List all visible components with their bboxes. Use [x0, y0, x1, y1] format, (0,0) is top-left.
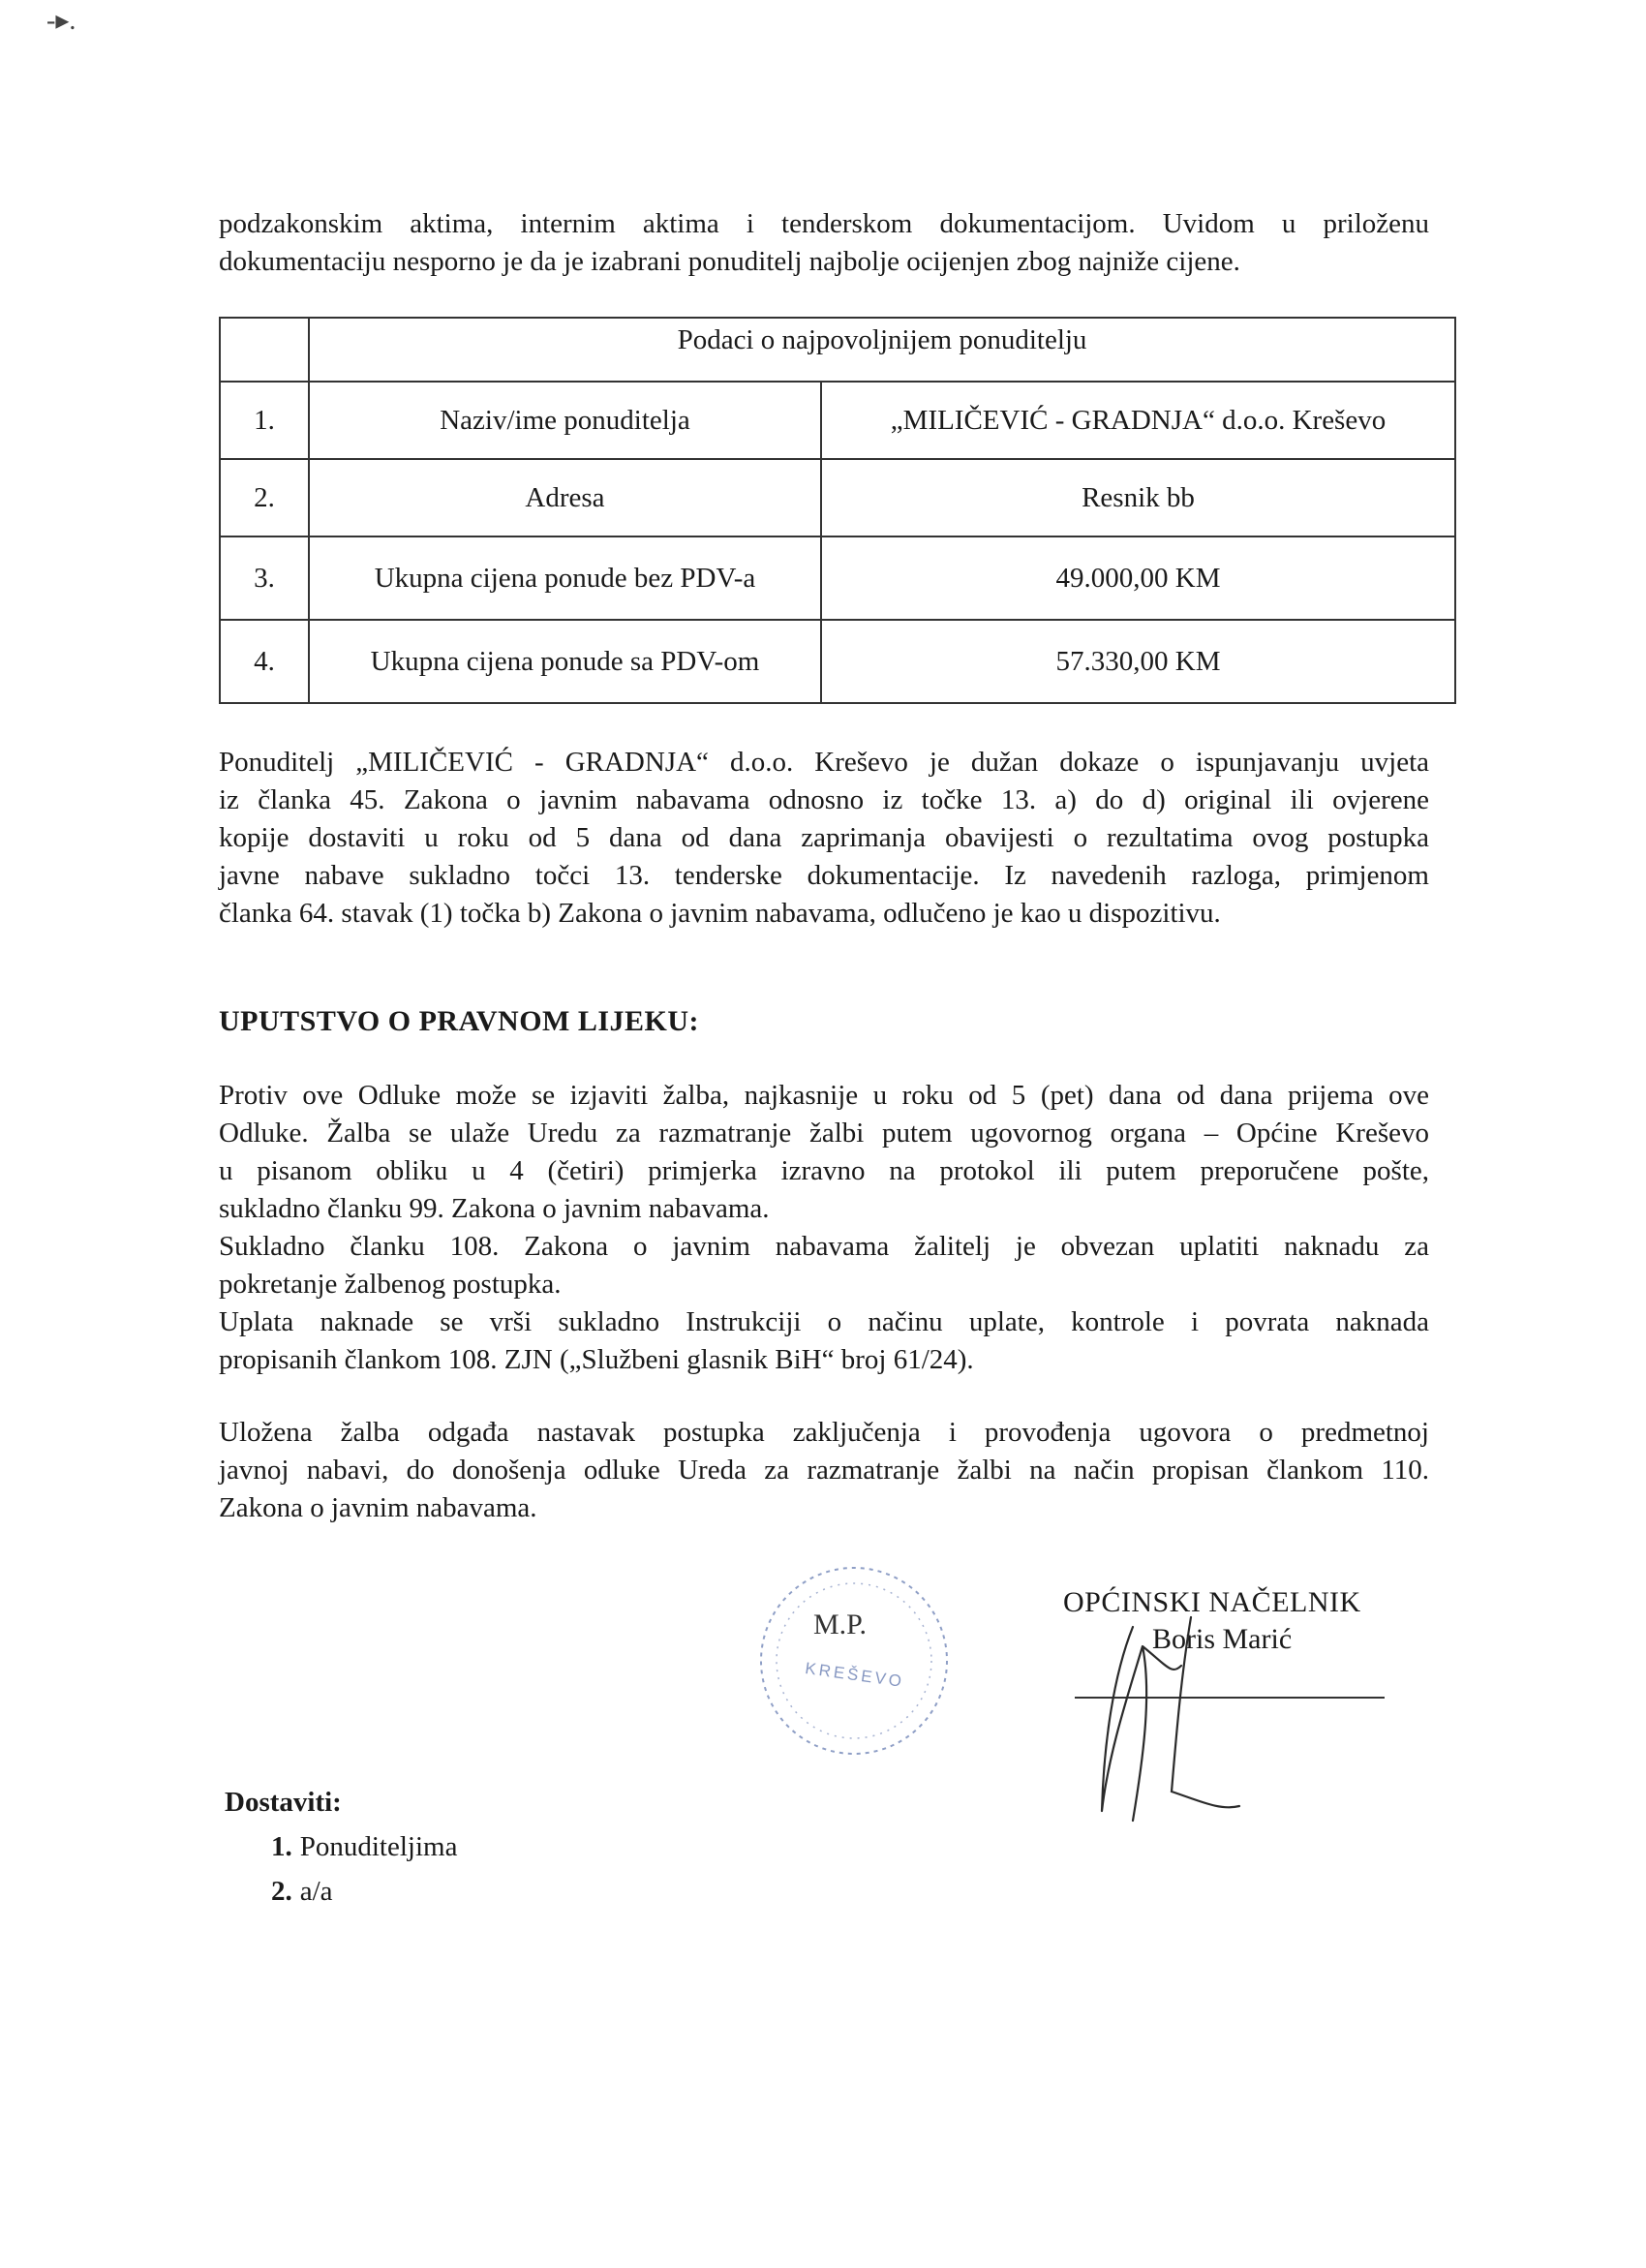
signatory-name: Boris Marić: [1152, 1623, 1293, 1655]
paragraph-line: kopije dostaviti u roku od 5 dana od dana zaprimanja obavijesti o rezultatima ovog postupka: [219, 822, 1429, 853]
row-label: Adresa: [309, 459, 821, 536]
list-item-text: Ponuditeljima: [299, 1831, 458, 1862]
stamp-mp-label: M.P.: [813, 1609, 868, 1640]
paragraph-line: Uložena žalba odgađa nastavak postupka zaključenja i provođenja ugovora o predmetnoj: [219, 1417, 1429, 1448]
paragraph-line: Zakona o javnim nabavama.: [219, 1492, 537, 1523]
appeal-effect-paragraph: [219, 1414, 1429, 1527]
paragraph-line: Odluke. Žalba se ulaže Uredu za razmatranje žalbi putem ugovornog organa – Općine Kreševo: [219, 1118, 1429, 1149]
row-value: 49.000,00 KM: [821, 536, 1455, 620]
row-value: 57.330,00 KM: [821, 620, 1455, 703]
paragraph-line: članka 64. stavak (1) točka b) Zakona o javnim nabavama, odlučeno je kao u dispozitivu.: [219, 898, 1221, 929]
table-header-empty-cell: [220, 318, 309, 382]
paragraph-line: Uplata naknade se vrši sukladno Instrukciji o načinu uplate, kontrole i povrata naknada: [219, 1306, 1429, 1337]
delivery-list: [225, 1787, 457, 1917]
list-item-number: 1.: [271, 1831, 292, 1862]
legal-remedy-paragraph: [219, 1077, 1429, 1379]
list-item-text: a/a: [299, 1876, 333, 1907]
delivery-title: Dostaviti:: [225, 1787, 342, 1818]
list-item: [271, 1828, 457, 1865]
row-number: 4.: [220, 620, 309, 703]
row-number: 3.: [220, 536, 309, 620]
list-item-number: 2.: [271, 1876, 292, 1907]
row-number: 1.: [220, 382, 309, 459]
signatory-title: OPĆINSKI NAČELNIK: [1063, 1586, 1361, 1618]
paragraph-line: iz članka 45. Zakona o javnim nabavama odnosno iz točke 13. a) do d) original ili ovjerene: [219, 784, 1429, 815]
paragraph-line: propisanih člankom 108. ZJN („Službeni glasnik BiH“ broj 61/24).: [219, 1344, 974, 1375]
intro-line: dokumentaciju nesporno je da je izabrani ponuditelj najbolje ocijenjen zbog najniže cijene.: [219, 246, 1240, 277]
table-header: Podaci o najpovoljnijem ponuditelju: [309, 318, 1455, 382]
table-row: [220, 536, 1455, 620]
row-value: „MILIČEVIĆ - GRADNJA“ d.o.o. Kreševo: [821, 382, 1455, 459]
paragraph-line: Ponuditelj „MILIČEVIĆ - GRADNJA“ d.o.o. Kreševo je dužan dokaze o ispunjavanju uvjeta: [219, 747, 1429, 778]
paragraph-line: javne nabave sukladno točci 13. tenderske dokumentacije. Iz navedenih razloga, primjenom: [219, 860, 1429, 891]
list-item: [271, 1873, 457, 1910]
table-row: [220, 459, 1455, 536]
row-label: Ukupna cijena ponude bez PDV-a: [309, 536, 821, 620]
stamp-town-label: KREŠEVO: [804, 1658, 906, 1692]
best-offer-table: [219, 317, 1456, 704]
bidder-obligation-paragraph: [219, 744, 1429, 933]
row-label: Naziv/ime ponuditelja: [309, 382, 821, 459]
paragraph-line: Protiv ove Odluke može se izjaviti žalba, najkasnije u roku od 5 (pet) dana od dana prijema ove: [219, 1080, 1429, 1111]
table-row: [220, 382, 1455, 459]
row-number: 2.: [220, 459, 309, 536]
paragraph-line: javnoj nabavi, do donošenja odluke Ureda za razmatranje žalbi na način propisan člankom 110.: [219, 1455, 1429, 1486]
intro-paragraph: [219, 205, 1429, 281]
paragraph-line: Sukladno članku 108. Zakona o javnim nabavama žalitelj je obvezan uplatiti naknadu za: [219, 1231, 1429, 1262]
row-value: Resnik bb: [821, 459, 1455, 536]
row-label: Ukupna cijena ponude sa PDV-om: [309, 620, 821, 703]
scan-corner-mark: -▸.: [46, 6, 76, 36]
official-stamp: [747, 1554, 960, 1767]
paragraph-line: u pisanom obliku u 4 (četiri) primjerka izravno na protokol ili putem preporučene pošte,: [219, 1155, 1429, 1186]
paragraph-line: sukladno članku 99. Zakona o javnim nabavama.: [219, 1193, 770, 1224]
legal-remedy-heading: UPUTSTVO O PRAVNOM LIJEKU:: [219, 1005, 700, 1037]
intro-line: podzakonskim aktima, internim aktima i tenderskom dokumentacijom. Uvidom u priloženu: [219, 208, 1429, 239]
handwritten-signature: [1075, 1608, 1259, 1830]
table-row: [220, 620, 1455, 703]
paragraph-line: pokretanje žalbenog postupka.: [219, 1269, 562, 1300]
